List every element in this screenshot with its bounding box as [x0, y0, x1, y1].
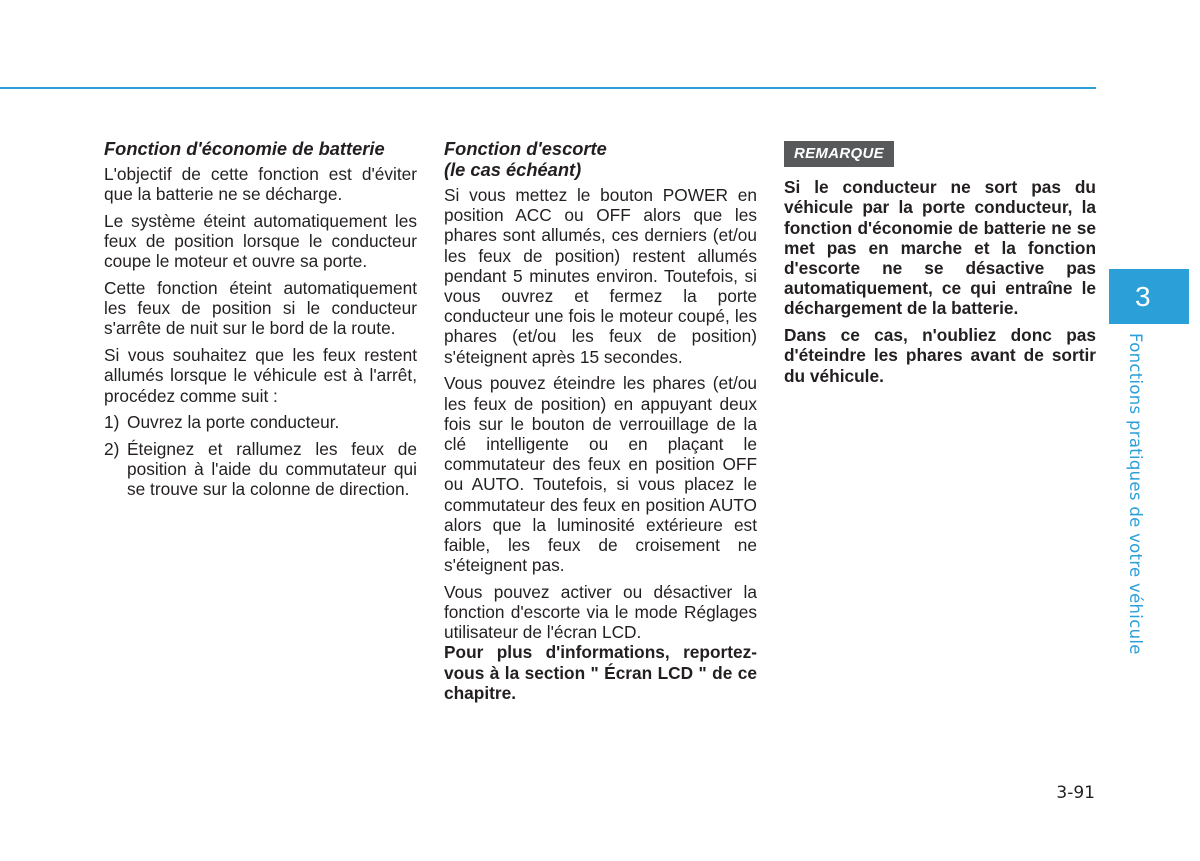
paragraph: Vous pouvez éteindre les phares (et/ou les feux de position) en appuyant deux fois sur le bouton de verrouillage de la clé intelligente ou en plaçant le commutateur des feux en position OFF ou AUTO. Toutefois, si vous placez le commutateur des feux en position AUTO alors que la luminosité extérieure est faible, les feux de croisement ne s'éteignent pas. — [444, 373, 757, 576]
step-number: 2) — [104, 438, 120, 459]
column-escort-function — [444, 138, 757, 703]
escort-heading-line1: Fonction d'escorte — [444, 138, 607, 159]
battery-saver-heading: Fonction d'économie de batterie — [104, 138, 385, 159]
paragraph: Si vous souhaitez que les feux restent allumés lorsque le véhicule est à l'arrêt, procédez comme suit : — [104, 345, 417, 406]
top-rule — [0, 87, 1096, 89]
note-badge: REMARQUE — [784, 141, 894, 167]
paragraph: Vous pouvez activer ou désactiver la fonction d'escorte via le mode Réglages utilisateur de l'écran LCD. — [444, 581, 757, 643]
escort-heading-line2: (le cas échéant) — [444, 159, 582, 180]
note-paragraph: Dans ce cas, n'oubliez donc pas d'éteindre les phares avant de sortir du véhicule. — [784, 325, 1096, 386]
list-item — [104, 439, 417, 500]
step-text: Ouvrez la porte conducteur. — [127, 412, 340, 433]
paragraph: Cette fonction éteint automatiquement les feux de position si le conducteur s'arrête de nuit sur le bord de la route. — [104, 278, 417, 339]
step-number: 1) — [104, 412, 120, 433]
page-number: 3-91 — [1056, 783, 1095, 803]
reference-note: Pour plus d'informations, reportez-vous à la section " Écran LCD " de ce chapitre. — [444, 642, 757, 703]
escort-heading — [444, 138, 757, 180]
step-text: Éteignez et rallumez les feux de position à l'aide du commutateur qui se trouve sur la colonne de direction. — [127, 438, 417, 500]
paragraph: L'objectif de cette fonction est d'éviter que la batterie ne se décharge. — [104, 164, 417, 205]
paragraph: Le système éteint automatiquement les feux de position lorsque le conducteur coupe le moteur et ouvre sa porte. — [104, 210, 417, 272]
chapter-tab[interactable]: 3 — [1109, 269, 1189, 324]
column-note — [784, 138, 1096, 392]
note-paragraph: Si le conducteur ne sort pas du véhicule par la porte conducteur, la fonction d'économie de batterie ne se met pas en marche et la fonction d'escorte ne se désactive pas automatiquement, ce qui entraîne le déchargement de la batterie. — [784, 177, 1096, 319]
column-battery-saver — [104, 138, 417, 506]
chapter-title: Fonctions pratiques de votre véhicule — [1126, 333, 1145, 655]
steps-list — [104, 412, 417, 499]
list-item — [104, 412, 417, 432]
paragraph: Si vous mettez le bouton POWER en position ACC ou OFF alors que les phares sont allumés, ces derniers (et/ou les feux de position) restent allumés pendant 5 minutes environ. Toutefois, si vous ouvrez et fermez la porte conducteur une fois le moteur coupé, les phares (et/ou les feux de position) s'éteignent après 15 secondes. — [444, 185, 757, 367]
